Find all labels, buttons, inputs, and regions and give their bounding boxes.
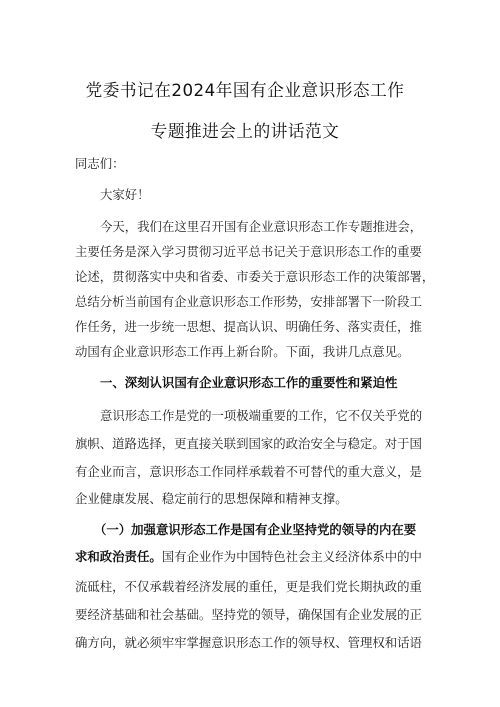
intro-line: 论述，贯彻落实中央和省委、市委关于意识形态工作的决策部署， [75,269,435,284]
subsection-line: 确方向，就必须牢牢掌握意识形态工作的领导权、管理权和话语 [75,635,422,650]
salutation: 同志们： [75,156,125,171]
subsection-line: 要经济基础和社会基础。坚持党的领导，确保国有企业发展的正 [75,607,422,622]
subsection-heading-1: （一）加强意识形态工作是国有企业坚持党的领导的内在要 [94,522,417,537]
subsection-line [75,549,422,565]
intro-line: 今天，我们在这里召开国有企业意识形态工作专题推进会， [100,219,423,234]
intro-line: 总结分析当前国有企业意识形态工作形势，安排部署下一阶段工 [75,294,422,309]
paragraph-line: 意识形态工作是党的一项极端重要的工作，它不仅关乎党的 [100,408,423,423]
greeting: 大家好！ [100,187,150,202]
intro-line: 主要任务是深入学习贯彻习近平总书记关于意识形态工作的重要 [75,244,422,259]
paragraph-line: 旗帜、道路选择，更直接关联到国家的政治安全与稳定。对于国 [75,436,422,451]
intro-line: 作任务，进一步统一思想、提高认识、明确任务、落实责任，推 [75,319,422,334]
doc-title-line-2: 专题推进会上的讲话范文 [150,122,340,142]
subsection-line: 流砥柱，不仅承载着经济发展的重任，更是我们党长期执政的重 [75,579,422,594]
subsection-text: 国有企业作为中国特色社会主义经济体系中的中 [161,549,422,564]
doc-title-line-1: 党委书记在2024年国有企业意识形态工作 [85,81,405,101]
intro-line: 动国有企业意识形态工作再上新台阶。下面，我讲几点意见。 [75,344,410,359]
paragraph-line: 有企业而言，意识形态工作同样承载着不可替代的重大意义，是 [75,464,422,479]
paragraph-line: 企业健康发展、稳定前行的思想保障和精神支撑。 [75,491,348,506]
subsection-heading-1-cont: 求和政治责任。 [75,549,162,564]
section-heading-1: 一、深刻认识国有企业意识形态工作的重要性和紧迫性 [100,375,398,390]
